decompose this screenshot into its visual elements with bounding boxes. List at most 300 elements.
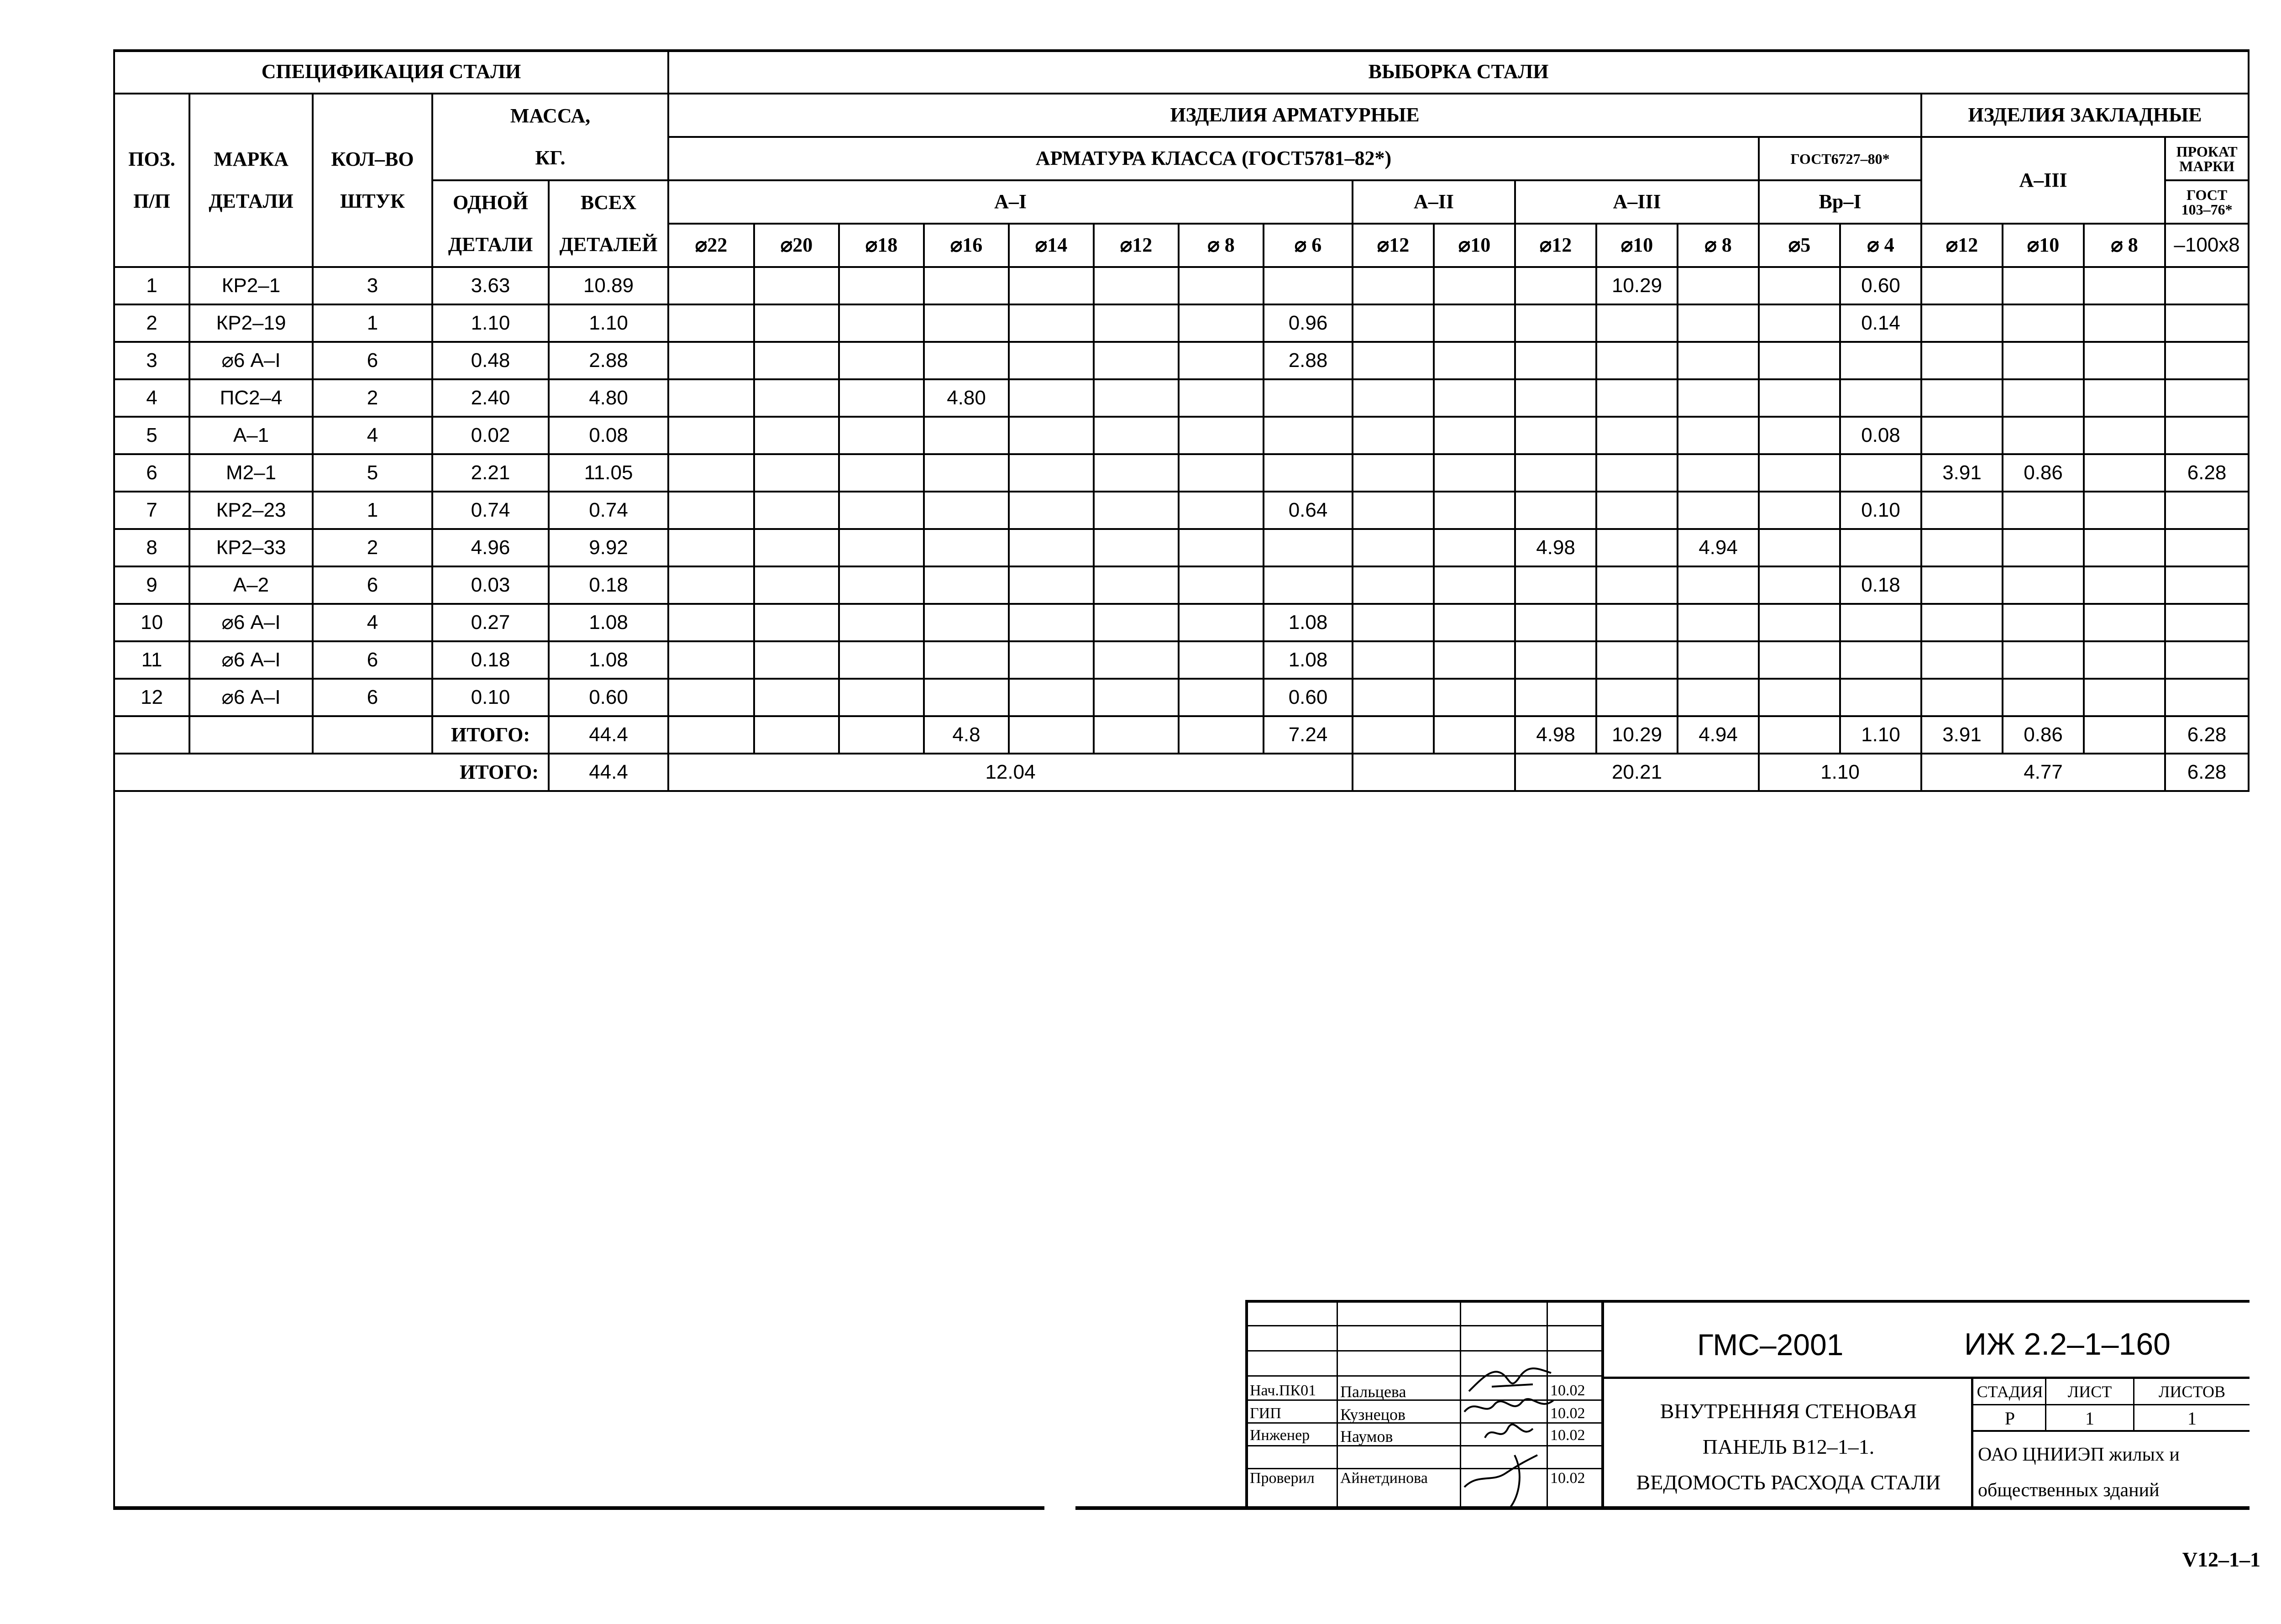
table-row <box>114 492 2249 529</box>
table-cell <box>2084 379 2165 417</box>
table-cell: 0.74 <box>549 492 668 529</box>
table-cell <box>2003 641 2084 679</box>
row-position: 4 <box>114 379 189 417</box>
table-cell <box>1434 379 1515 417</box>
gost103-header: ГОСТ 103–76* <box>2165 180 2249 224</box>
table-cell <box>1094 641 1179 679</box>
role-label: Проверил <box>1250 1470 1315 1487</box>
table-cell: 0.02 <box>432 417 549 454</box>
subtotal-cell <box>754 716 839 754</box>
table-cell: 10.89 <box>549 267 668 304</box>
table-cell <box>1353 417 1434 454</box>
table-cell <box>1596 492 1678 529</box>
row-mark: А–1 <box>189 417 313 454</box>
table-cell: 11.05 <box>549 454 668 492</box>
table-cell <box>754 529 839 566</box>
table-cell <box>1094 379 1179 417</box>
table-cell: 0.18 <box>432 641 549 679</box>
table-cell <box>2003 267 2084 304</box>
row-quantity: 6 <box>313 566 432 604</box>
table-cell <box>924 679 1009 716</box>
diameter-header: ⌀5 <box>1759 224 1840 267</box>
table-cell <box>1515 304 1596 342</box>
table-cell <box>839 641 924 679</box>
signature-drawing <box>1460 1446 1551 1510</box>
org-code: ГМС–2001 <box>1697 1328 1844 1362</box>
table-cell <box>839 417 924 454</box>
table-cell <box>754 304 839 342</box>
gost6727-header: ГОСТ6727–80* <box>1759 137 1921 180</box>
table-cell <box>754 379 839 417</box>
table-cell <box>1264 454 1353 492</box>
sheet-header: ЛИСТ <box>2067 1383 2112 1401</box>
table-cell <box>2165 417 2249 454</box>
table-cell <box>1009 379 1094 417</box>
table-cell <box>2003 529 2084 566</box>
row-mark: ⌀6 А–I <box>189 604 313 641</box>
table-cell <box>2084 641 2165 679</box>
table-cell <box>1009 529 1094 566</box>
subtotal-cell <box>1009 716 1094 754</box>
total-a1: 12.04 <box>668 754 1353 791</box>
table-cell <box>754 679 839 716</box>
table-cell <box>1678 679 1759 716</box>
table-cell: 0.08 <box>549 417 668 454</box>
table-cell <box>754 417 839 454</box>
table-cell: 0.60 <box>1840 267 1921 304</box>
table-row <box>114 342 2249 379</box>
table-cell: 0.60 <box>1264 679 1353 716</box>
table-cell <box>1009 417 1094 454</box>
row-position: 3 <box>114 342 189 379</box>
subtotal-cell: 10.29 <box>1596 716 1678 754</box>
table-cell <box>1678 566 1759 604</box>
diameter-header: ⌀10 <box>1434 224 1515 267</box>
table-cell <box>1678 304 1759 342</box>
table-cell <box>839 304 924 342</box>
row-position: 7 <box>114 492 189 529</box>
table-cell <box>1434 679 1515 716</box>
steel-specification-table <box>113 49 2250 792</box>
table-cell <box>668 604 754 641</box>
table-cell <box>1759 604 1840 641</box>
table-cell <box>2003 604 2084 641</box>
table-cell: 1.08 <box>549 604 668 641</box>
total-label: ИТОГО: <box>114 754 549 791</box>
row-quantity: 3 <box>313 267 432 304</box>
total-a2 <box>1353 754 1515 791</box>
table-cell <box>1759 417 1840 454</box>
table-cell <box>1596 454 1678 492</box>
col-pos-header: ПОЗ. П/П <box>114 94 189 267</box>
role-label: ГИП <box>1250 1405 1281 1422</box>
subtotal-cell: 7.24 <box>1264 716 1353 754</box>
diameter-header: ⌀ 4 <box>1840 224 1921 267</box>
total-all: 44.4 <box>549 754 668 791</box>
subtotal-cell: 6.28 <box>2165 716 2249 754</box>
table-cell <box>1353 304 1434 342</box>
row-position: 8 <box>114 529 189 566</box>
table-row <box>114 566 2249 604</box>
table-row <box>114 604 2249 641</box>
table-cell <box>668 492 754 529</box>
total-embedded: 4.77 <box>1921 754 2165 791</box>
table-cell: 4.94 <box>1678 529 1759 566</box>
table-cell <box>2003 304 2084 342</box>
table-cell <box>1434 304 1515 342</box>
row-position: 9 <box>114 566 189 604</box>
table-cell <box>1921 379 2003 417</box>
table-cell: 1.10 <box>549 304 668 342</box>
table-cell: 10.29 <box>1596 267 1678 304</box>
table-cell <box>2165 641 2249 679</box>
row-quantity: 6 <box>313 342 432 379</box>
subtotal-cell <box>1094 716 1179 754</box>
table-cell <box>1840 379 1921 417</box>
selection-title: ВЫБОРКА СТАЛИ <box>668 50 2249 94</box>
subtotal-cell: 4.8 <box>924 716 1009 754</box>
class-a3-header: А–III <box>1515 180 1759 224</box>
table-cell <box>1678 379 1759 417</box>
table-row <box>114 304 2249 342</box>
table-cell <box>754 604 839 641</box>
table-cell <box>1515 417 1596 454</box>
table-cell <box>1759 641 1840 679</box>
table-cell <box>1678 641 1759 679</box>
table-cell <box>1596 566 1678 604</box>
row-quantity: 1 <box>313 492 432 529</box>
table-cell <box>2165 679 2249 716</box>
table-row <box>114 379 2249 417</box>
table-cell <box>1678 492 1759 529</box>
person-name: Кузнецов <box>1340 1405 1406 1424</box>
document-code: ИЖ 2.2–1–160 <box>1964 1327 2171 1362</box>
row-position: 10 <box>114 604 189 641</box>
diameter-header: ⌀ 8 <box>1179 224 1264 267</box>
table-cell <box>754 566 839 604</box>
table-cell <box>1678 267 1759 304</box>
person-name: Наумов <box>1340 1427 1393 1446</box>
row-quantity: 5 <box>313 454 432 492</box>
table-cell <box>1596 379 1678 417</box>
table-cell <box>2165 604 2249 641</box>
table-cell <box>668 267 754 304</box>
table-cell <box>1353 566 1434 604</box>
sheets-value: 1 <box>2187 1408 2197 1429</box>
table-cell <box>1009 267 1094 304</box>
table-cell: 9.92 <box>549 529 668 566</box>
table-cell <box>754 267 839 304</box>
table-cell <box>1264 566 1353 604</box>
table-row <box>114 529 2249 566</box>
row-mark: КР2–1 <box>189 267 313 304</box>
class-a2-header: А–II <box>1353 180 1515 224</box>
table-cell <box>839 566 924 604</box>
table-cell <box>313 716 432 754</box>
table-cell: 0.60 <box>549 679 668 716</box>
table-cell <box>1515 379 1596 417</box>
subtotal-cell <box>2084 716 2165 754</box>
table-cell: 6.28 <box>2165 454 2249 492</box>
table-cell <box>668 566 754 604</box>
embedded-products-header: ИЗДЕЛИЯ ЗАКЛАДНЫЕ <box>1921 94 2249 137</box>
table-cell <box>1678 417 1759 454</box>
table-cell <box>1434 417 1515 454</box>
row-quantity: 2 <box>313 379 432 417</box>
table-cell <box>1353 641 1434 679</box>
table-cell <box>1759 679 1840 716</box>
table-cell: 0.14 <box>1840 304 1921 342</box>
table-row <box>114 454 2249 492</box>
table-cell: 0.18 <box>549 566 668 604</box>
table-cell <box>754 342 839 379</box>
table-cell: 1.10 <box>432 304 549 342</box>
table-cell <box>1179 529 1264 566</box>
table-cell <box>1515 604 1596 641</box>
table-cell <box>1179 566 1264 604</box>
table-cell <box>2003 342 2084 379</box>
table-cell <box>2084 454 2165 492</box>
table-cell <box>924 529 1009 566</box>
table-cell <box>1840 641 1921 679</box>
table-cell <box>1179 417 1264 454</box>
table-cell <box>1094 454 1179 492</box>
table-cell <box>1596 641 1678 679</box>
table-cell <box>1515 492 1596 529</box>
table-cell <box>1921 641 2003 679</box>
col-mass-header: МАССА, КГ. <box>432 94 668 180</box>
table-cell <box>1179 641 1264 679</box>
table-cell <box>1094 679 1179 716</box>
diameter-header: ⌀10 <box>1596 224 1678 267</box>
table-cell <box>924 454 1009 492</box>
row-mark: ПС2–4 <box>189 379 313 417</box>
table-cell <box>2003 417 2084 454</box>
table-cell <box>1759 566 1840 604</box>
diameter-header: ⌀ 8 <box>1678 224 1759 267</box>
total-vr1: 1.10 <box>1759 754 1921 791</box>
table-cell <box>2165 304 2249 342</box>
stage-header: СТАДИЯ <box>1977 1383 2043 1401</box>
table-cell <box>2165 342 2249 379</box>
table-cell <box>1921 529 2003 566</box>
table-cell <box>1515 454 1596 492</box>
signature-drawing <box>1462 1393 1558 1421</box>
table-cell: 3.63 <box>432 267 549 304</box>
table-cell <box>839 529 924 566</box>
table-cell <box>1921 566 2003 604</box>
diameter-header: ⌀10 <box>2003 224 2084 267</box>
row-mark: ⌀6 А–I <box>189 679 313 716</box>
table-cell <box>1759 454 1840 492</box>
table-cell <box>924 342 1009 379</box>
embedded-a3-header: А–III <box>1921 137 2165 224</box>
table-cell <box>924 566 1009 604</box>
organization-name: ОАО ЦНИИЭП жилых и общественных зданий <box>1978 1444 2180 1501</box>
table-cell: 3.91 <box>1921 454 2003 492</box>
table-cell <box>1759 379 1840 417</box>
table-cell <box>2084 604 2165 641</box>
title-block <box>1245 1300 2250 1510</box>
table-cell <box>1009 492 1094 529</box>
table-cell <box>1759 304 1840 342</box>
signature-drawing <box>1483 1420 1537 1447</box>
diameter-header: ⌀14 <box>1009 224 1094 267</box>
table-cell <box>668 379 754 417</box>
table-cell <box>1596 417 1678 454</box>
table-cell: 2.88 <box>1264 342 1353 379</box>
row-position: 6 <box>114 454 189 492</box>
row-position: 1 <box>114 267 189 304</box>
table-cell <box>1094 342 1179 379</box>
table-cell <box>839 679 924 716</box>
table-cell <box>1009 304 1094 342</box>
table-cell <box>839 342 924 379</box>
stage-value: Р <box>2004 1408 2015 1429</box>
table-row <box>114 679 2249 716</box>
table-cell <box>1179 604 1264 641</box>
total-prokat: 6.28 <box>2165 754 2249 791</box>
table-cell <box>2084 304 2165 342</box>
frame-line-bottom <box>113 1506 1044 1510</box>
col-all-header: ВСЕХ ДЕТАЛЕЙ <box>549 180 668 267</box>
table-cell <box>2165 492 2249 529</box>
table-cell <box>1596 679 1678 716</box>
table-cell: 4.80 <box>924 379 1009 417</box>
table-cell <box>924 492 1009 529</box>
sign-date: 10.02 <box>1550 1382 1585 1399</box>
diameter-header: ⌀12 <box>1921 224 2003 267</box>
table-cell: 1.08 <box>1264 604 1353 641</box>
table-cell <box>1094 304 1179 342</box>
table-cell <box>924 417 1009 454</box>
table-cell <box>2165 566 2249 604</box>
subtotal-cell <box>839 716 924 754</box>
row-position: 2 <box>114 304 189 342</box>
table-cell <box>1434 566 1515 604</box>
table-cell <box>2165 267 2249 304</box>
class-vr1-header: Вр–I <box>1759 180 1921 224</box>
table-cell <box>1009 641 1094 679</box>
table-row <box>114 267 2249 304</box>
table-cell <box>1515 679 1596 716</box>
table-cell <box>1678 604 1759 641</box>
table-cell: 0.96 <box>1264 304 1353 342</box>
table-cell: 2.40 <box>432 379 549 417</box>
table-cell: 4.98 <box>1515 529 1596 566</box>
table-cell <box>1434 454 1515 492</box>
table-cell <box>1353 379 1434 417</box>
diameter-header: ⌀ 8 <box>2084 224 2165 267</box>
table-cell <box>1353 342 1434 379</box>
class-a1-header: А–I <box>668 180 1353 224</box>
table-cell <box>2003 492 2084 529</box>
table-cell <box>1264 529 1353 566</box>
table-cell <box>1515 566 1596 604</box>
table-cell: 0.27 <box>432 604 549 641</box>
row-quantity: 2 <box>313 529 432 566</box>
table-cell <box>1179 679 1264 716</box>
table-cell <box>1094 417 1179 454</box>
subtotal-cell: 0.86 <box>2003 716 2084 754</box>
table-cell <box>1921 267 2003 304</box>
row-mark: ⌀6 А–I <box>189 641 313 679</box>
diameter-header: ⌀12 <box>1515 224 1596 267</box>
armature-products-header: ИЗДЕЛИЯ АРМАТУРНЫЕ <box>668 94 1921 137</box>
table-cell <box>1840 529 1921 566</box>
table-cell <box>1921 604 2003 641</box>
subtotal-row <box>114 716 2249 754</box>
table-cell <box>2003 379 2084 417</box>
table-cell <box>1596 529 1678 566</box>
diameter-header: ⌀ 6 <box>1264 224 1353 267</box>
table-cell <box>1921 492 2003 529</box>
table-cell <box>668 454 754 492</box>
table-cell <box>1840 454 1921 492</box>
table-cell: 0.10 <box>432 679 549 716</box>
table-cell <box>114 716 189 754</box>
col-mark-header: МАРКА ДЕТАЛИ <box>189 94 313 267</box>
table-cell <box>2084 679 2165 716</box>
table-cell <box>1840 679 1921 716</box>
table-cell <box>1759 529 1840 566</box>
row-mark: КР2–23 <box>189 492 313 529</box>
table-cell <box>2084 267 2165 304</box>
table-cell <box>1434 529 1515 566</box>
subtotal-cell: 44.4 <box>549 716 668 754</box>
row-position: 12 <box>114 679 189 716</box>
table-cell <box>1353 529 1434 566</box>
col-qty-header: КОЛ–ВО ШТУК <box>313 94 432 267</box>
table-cell: 0.86 <box>2003 454 2084 492</box>
table-cell <box>924 604 1009 641</box>
table-cell <box>668 529 754 566</box>
table-cell <box>1264 379 1353 417</box>
table-cell: 4.96 <box>432 529 549 566</box>
table-cell: 0.08 <box>1840 417 1921 454</box>
armature-class-header: АРМАТУРА КЛАССА (ГОСТ5781–82*) <box>668 137 1759 180</box>
table-cell: 0.48 <box>432 342 549 379</box>
table-cell: 0.03 <box>432 566 549 604</box>
table-cell <box>1094 267 1179 304</box>
person-name: Айнетдинова <box>1340 1470 1428 1487</box>
table-cell <box>1009 342 1094 379</box>
table-cell <box>1596 604 1678 641</box>
table-cell <box>2165 379 2249 417</box>
diameter-header: ⌀12 <box>1094 224 1179 267</box>
table-cell <box>1179 304 1264 342</box>
document-title: ВНУТРЕННЯЯ СТЕНОВАЯ ПАНЕЛЬ В12–1–1. ВЕДОМОСТЬ РАСХОДА СТАЛИ <box>1636 1399 1941 1494</box>
table-cell: 1.08 <box>1264 641 1353 679</box>
subtotal-cell <box>1179 716 1264 754</box>
table-cell <box>1434 641 1515 679</box>
row-quantity: 6 <box>313 641 432 679</box>
row-mark: ⌀6 А–I <box>189 342 313 379</box>
subtotal-cell <box>1434 716 1515 754</box>
table-cell <box>668 417 754 454</box>
table-cell <box>1434 267 1515 304</box>
table-cell <box>754 641 839 679</box>
subtotal-cell <box>1353 716 1434 754</box>
table-cell <box>1434 604 1515 641</box>
table-cell <box>1179 492 1264 529</box>
sheets-header: ЛИСТОВ <box>2159 1383 2225 1401</box>
table-cell <box>1921 679 2003 716</box>
table-cell <box>1678 342 1759 379</box>
table-cell <box>1434 492 1515 529</box>
table-cell <box>839 379 924 417</box>
table-cell <box>1009 679 1094 716</box>
